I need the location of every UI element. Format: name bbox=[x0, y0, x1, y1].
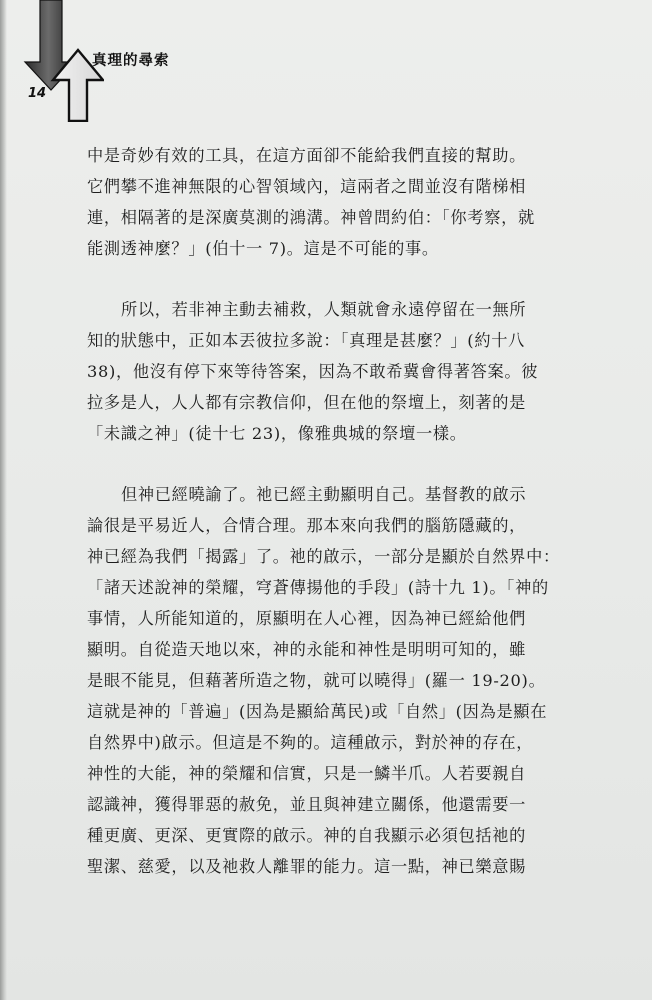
text-line: 顯明。自從造天地以來，神的永能和神性是明明可知的，雖 bbox=[87, 640, 527, 659]
paragraph-2 bbox=[87, 294, 552, 449]
text-line: 種更廣、更深、更實際的啟示。神的自我顯示必須包括祂的 bbox=[87, 826, 527, 845]
text-line: 自然界中)啟示。但這是不夠的。這種啟示，對於神的存在， bbox=[87, 733, 534, 752]
body-text bbox=[87, 140, 560, 912]
text-line: 但神已經曉諭了。祂已經主動顯明自己。基督教的啟示 bbox=[121, 485, 527, 504]
text-line: 所以，若非神主動去補救，人類就會永遠停留在一無所 bbox=[121, 300, 527, 319]
text-line: 拉多是人，人人都有宗教信仰，但在他的祭壇上，刻著的是 bbox=[87, 393, 527, 412]
text-line: 這就是神的「普遍」(因為是顯給萬民)或「自然」(因為是顯在 bbox=[87, 702, 548, 721]
text-line: 知的狀態中，正如本丟彼拉多說：「真理是甚麼？」(約十八 bbox=[87, 331, 525, 350]
running-header bbox=[0, 0, 652, 120]
text-line: 神已經為我們「揭露」了。祂的啟示，一部分是顯於自然界中： bbox=[87, 547, 560, 566]
up-down-arrows-icon bbox=[14, 0, 104, 122]
header-title: 真理的尋索 bbox=[92, 53, 170, 69]
text-line: 能測透神麼？」(伯十一 7)。這是不可能的事。 bbox=[87, 239, 439, 258]
text-line: 「諸天述說神的榮耀，穹蒼傳揚他的手段」(詩十九 1)。「神的 bbox=[87, 578, 549, 597]
text-line: 是眼不能見，但藉著所造之物，就可以曉得」(羅一 19-20)。 bbox=[87, 671, 546, 690]
text-line: 中是奇妙有效的工具，在這方面卻不能給我們直接的幫助。 bbox=[87, 146, 527, 165]
text-line: 它們攀不進神無限的心智領域內，這兩者之間並沒有階梯相 bbox=[87, 177, 527, 196]
text-line: 事情，人所能知道的，原顯明在人心裡，因為神已經給他們 bbox=[87, 609, 527, 628]
page-binding-edge bbox=[0, 0, 7, 1000]
paragraph-3 bbox=[87, 479, 560, 882]
text-line: 論很是平易近人，合情合理。那本來向我們的腦筋隱藏的， bbox=[87, 516, 527, 535]
text-line: 「未識之神」(徒十七 23)，像雅典城的祭壇一樣。 bbox=[87, 424, 467, 443]
page-number: 14 bbox=[28, 86, 47, 101]
text-line: 連，相隔著的是深廣莫測的鴻溝。神曾問約伯：「你考察，就 bbox=[87, 208, 535, 227]
text-line: 神性的大能，神的榮耀和信實，只是一鱗半爪。人若要親自 bbox=[87, 764, 527, 783]
text-line: 認識神，獲得罪惡的赦免，並且與神建立關係，他還需要一 bbox=[87, 795, 527, 814]
paragraph-1 bbox=[87, 140, 552, 264]
text-line: 38)，他沒有停下來等待答案，因為不敢希冀會得著答案。彼 bbox=[87, 362, 539, 381]
text-line: 聖潔、慈愛，以及祂救人離罪的能力。這一點，神已樂意賜 bbox=[87, 857, 527, 876]
